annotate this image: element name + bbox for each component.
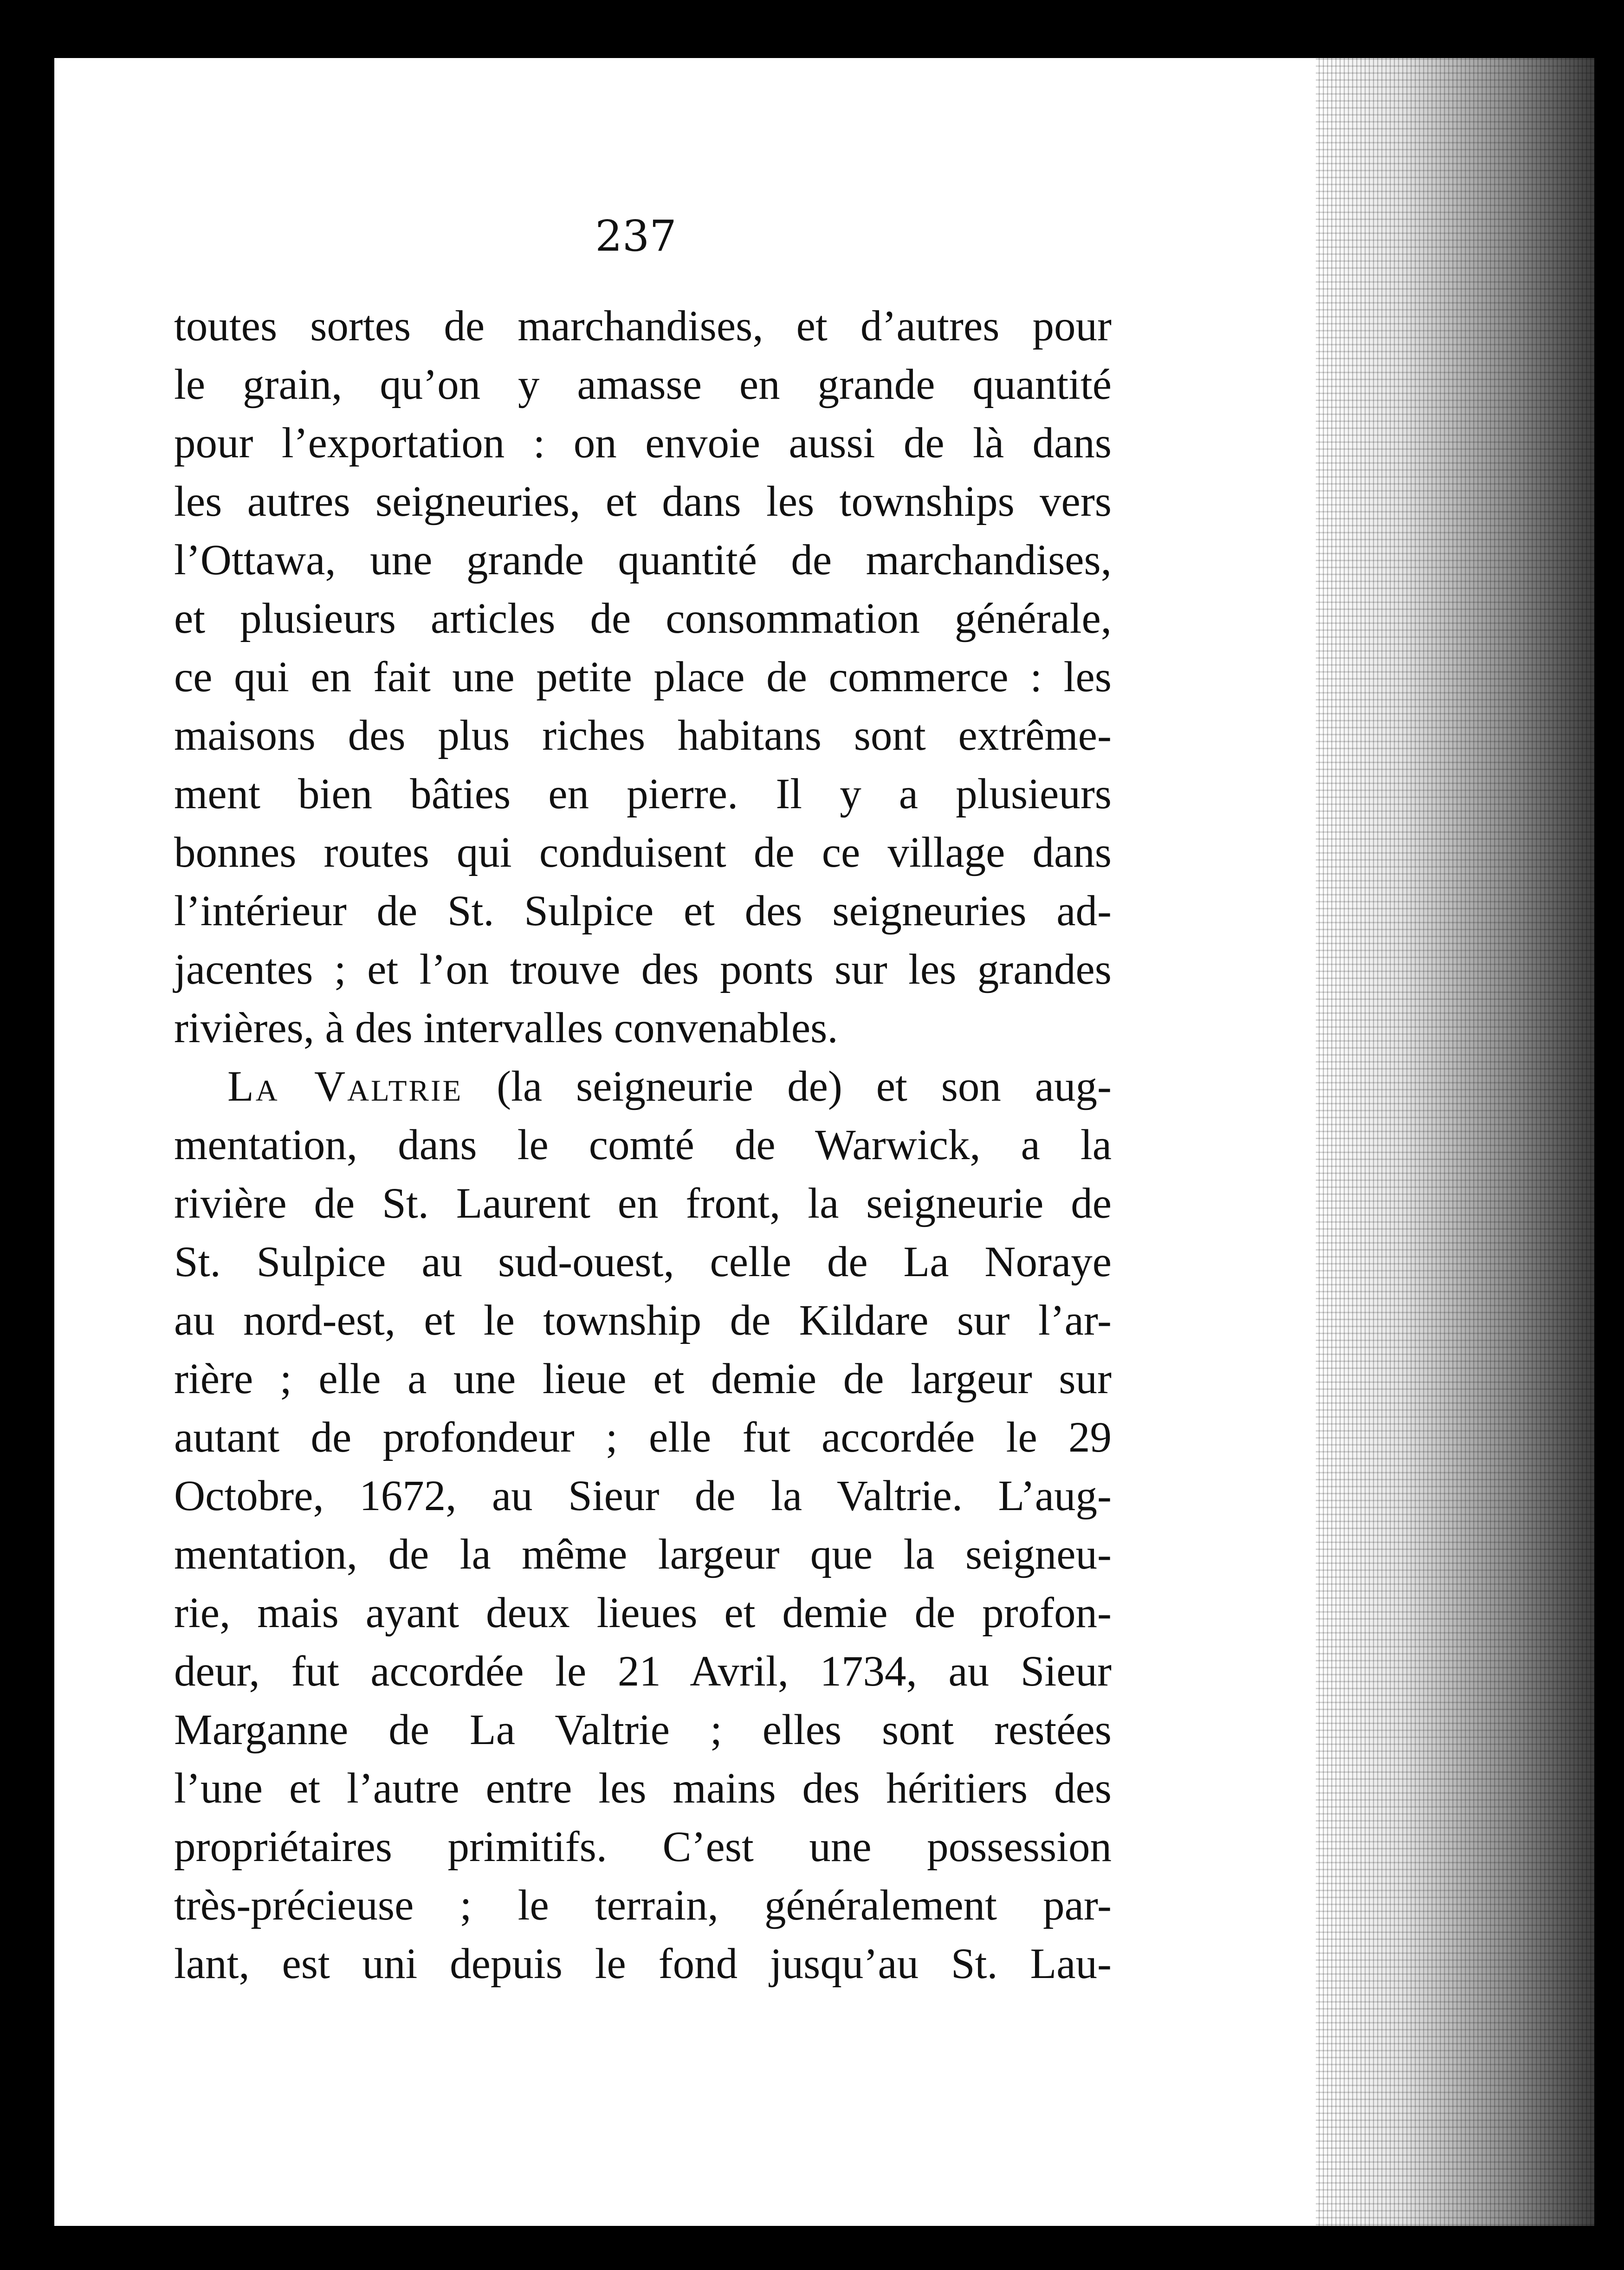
text-line: rière ; elle a une lieue et demie de largeur sur	[174, 1355, 1112, 1403]
text-line: ce qui en fait une petite place de commerce : les	[174, 653, 1112, 701]
text-line-heading	[174, 1057, 1112, 1116]
text-line: propriétaires primitifs. C’est une possession	[174, 1823, 1112, 1871]
text-line: autant de profondeur ; elle fut accordée le 29	[174, 1414, 1112, 1461]
text-line: bonnes routes qui conduisent de ce village dans	[174, 829, 1112, 876]
text-line: l’une et l’autre entre les mains des héritiers des	[174, 1764, 1112, 1812]
entry-heading: La Valtrie	[227, 1063, 463, 1110]
text-line: au nord-est, et le township de Kildare sur l’ar-	[174, 1297, 1112, 1344]
page-left-edge	[44, 58, 54, 2231]
text-line: et plusieurs articles de consommation générale,	[174, 595, 1112, 642]
text-line: Octobre, 1672, au Sieur de la Valtrie. L’aug-	[174, 1472, 1112, 1520]
page-fore-edge-shadow	[1316, 58, 1594, 2231]
paragraph-2	[174, 1057, 1112, 1993]
text-line: ment bien bâties en pierre. Il y a plusieurs	[174, 770, 1112, 818]
text-line: maisons des plus riches habitans sont extrême-	[174, 712, 1112, 759]
paragraph-1	[174, 297, 1112, 1057]
entry-heading-continuation: (la seigneurie de) et son aug-	[497, 1063, 1112, 1110]
text-line: jacentes ; et l’on trouve des ponts sur les grandes	[174, 946, 1112, 993]
text-line: le grain, qu’on y amasse en grande quantité	[174, 361, 1112, 409]
text-line: l’intérieur de St. Sulpice et des seigneuries ad-	[174, 887, 1112, 935]
text-line: deur, fut accordée le 21 Avril, 1734, au Sieur	[174, 1647, 1112, 1695]
page-number: 237	[595, 211, 677, 261]
body-text	[174, 297, 1112, 1993]
text-line: toutes sortes de marchandises, et d’autres pour	[174, 302, 1112, 350]
text-line: lant, est uni depuis le fond jusqu’au St. Lau-	[174, 1940, 1112, 1988]
text-line: Marganne de La Valtrie ; elles sont restées	[174, 1706, 1112, 1754]
text-line: l’Ottawa, une grande quantité de marchandises,	[174, 536, 1112, 584]
text-line: rivière de St. Laurent en front, la seigneurie de	[174, 1180, 1112, 1227]
text-line: mentation, dans le comté de Warwick, a la	[174, 1121, 1112, 1169]
text-line: rie, mais ayant deux lieues et demie de profon-	[174, 1589, 1112, 1637]
text-line: mentation, de la même largeur que la seigneu-	[174, 1531, 1112, 1578]
page-bottom-edge	[44, 2226, 1594, 2231]
text-line: très-précieuse ; le terrain, généralement par-	[174, 1881, 1112, 1929]
text-line: les autres seigneuries, et dans les townships vers	[174, 478, 1112, 525]
text-line: pour l’exportation : on envoie aussi de là dans	[174, 419, 1112, 467]
text-line: rivières, à des intervalles convenables.	[174, 1004, 838, 1052]
text-line: St. Sulpice au sud-ouest, celle de La Noraye	[174, 1238, 1112, 1286]
